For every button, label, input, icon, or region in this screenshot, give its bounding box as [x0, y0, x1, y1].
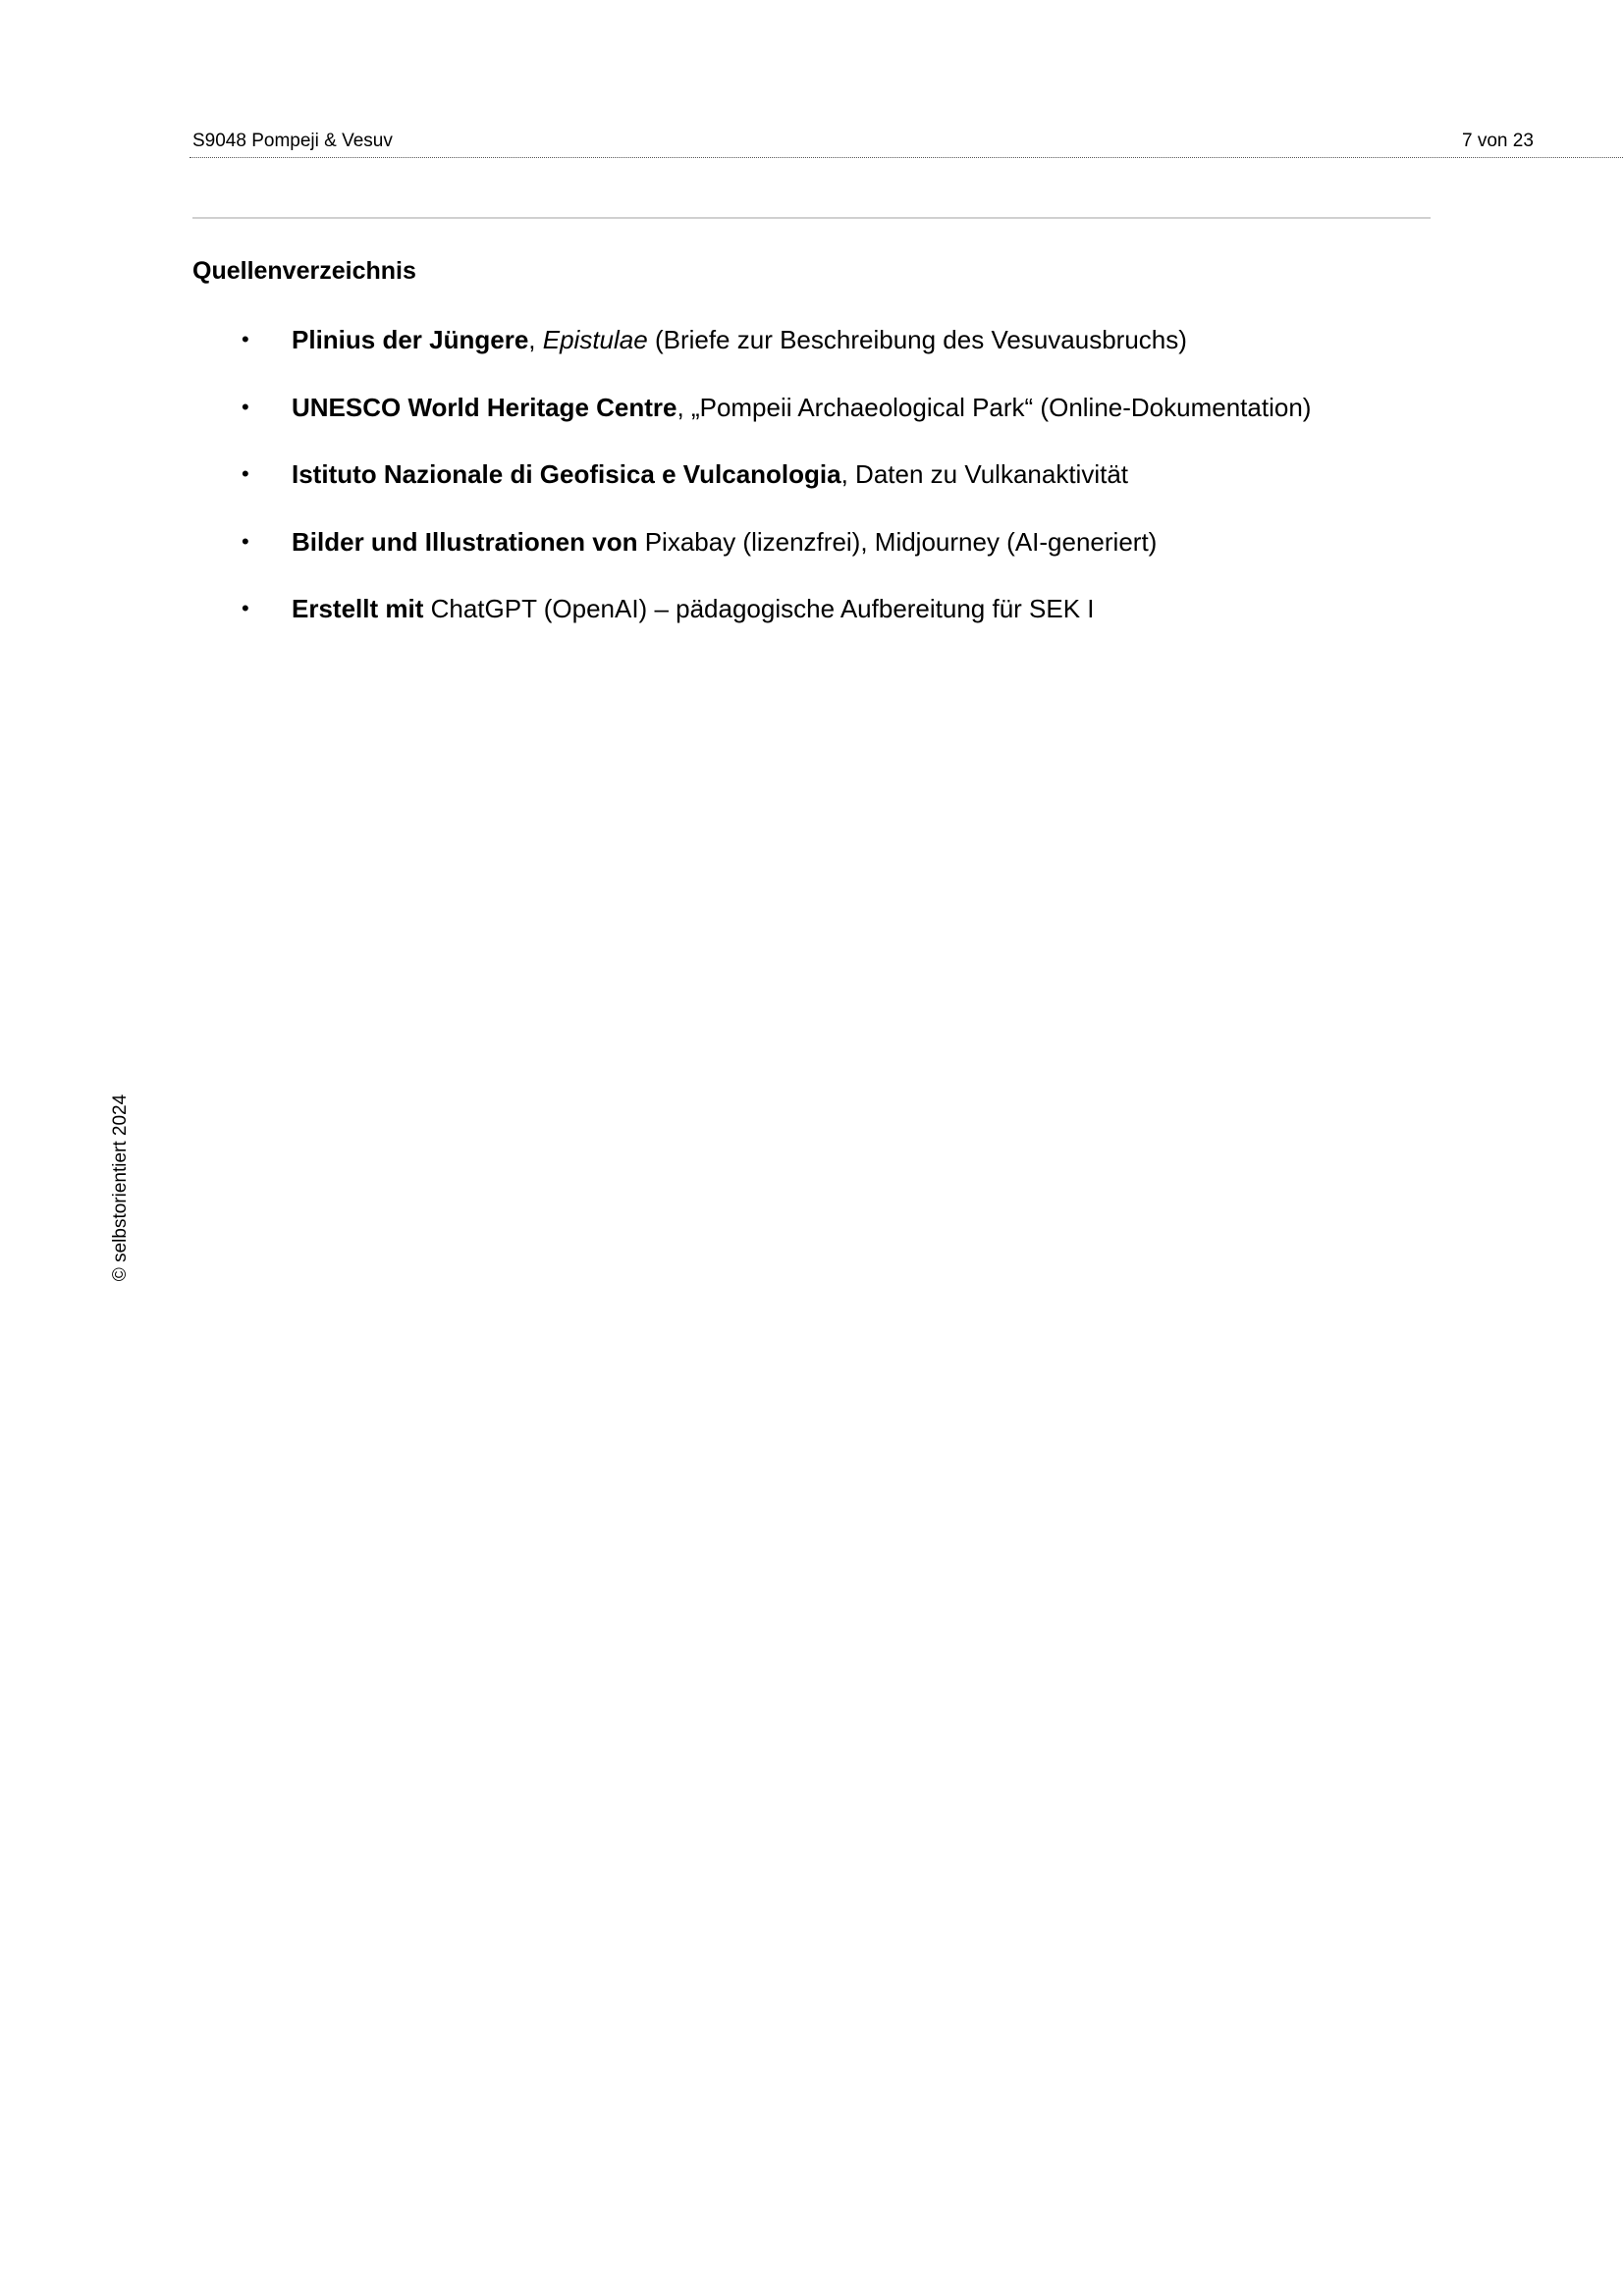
source-author: Plinius der Jüngere	[292, 325, 529, 354]
page-indicator: 7 von 23	[1462, 131, 1534, 151]
section-divider	[192, 217, 1431, 219]
source-work-title: Epistulae	[542, 325, 648, 354]
source-item	[242, 592, 1420, 660]
source-description: „Pompeii Archaeological Park“ (Online-Dokumentation)	[690, 392, 1312, 422]
source-author: Istituto Nazionale di Geofisica e Vulcanologia	[292, 459, 841, 489]
document-title: S9048 Pompeji & Vesuv	[192, 131, 393, 151]
bullet-icon: •	[242, 461, 249, 486]
source-author: Erstellt mit	[292, 594, 424, 623]
bullet-icon: •	[242, 394, 249, 419]
source-separator	[637, 527, 644, 557]
source-list	[242, 323, 1420, 660]
source-item	[242, 323, 1420, 391]
bullet-icon: •	[242, 596, 249, 620]
bullet-icon: •	[242, 528, 249, 554]
source-description: Pixabay (lizenzfrei), Midjourney (AI-generiert)	[644, 526, 1158, 557]
source-author: UNESCO World Heritage Centre	[292, 392, 677, 422]
copyright-notice: © selbstorientiert 2024	[110, 1094, 131, 1282]
source-description: (Briefe zur Beschreibung des Vesuvausbruchs)	[647, 325, 1187, 354]
source-separator: ,	[840, 459, 856, 489]
source-item	[242, 525, 1420, 593]
source-item	[242, 457, 1420, 525]
source-description: Daten zu Vulkanaktivität	[855, 459, 1129, 489]
source-description: ChatGPT (OpenAI) – pädagogische Aufbereitung für SEK I	[430, 594, 1095, 623]
page-header	[189, 126, 1623, 158]
section-title: Quellenverzeichnis	[192, 257, 416, 285]
bullet-icon: •	[242, 327, 249, 351]
source-item	[242, 391, 1420, 458]
source-separator: ,	[677, 392, 691, 422]
source-separator: ,	[528, 325, 543, 354]
source-author: Bilder und Illustrationen von	[292, 526, 638, 557]
source-separator	[423, 594, 430, 623]
